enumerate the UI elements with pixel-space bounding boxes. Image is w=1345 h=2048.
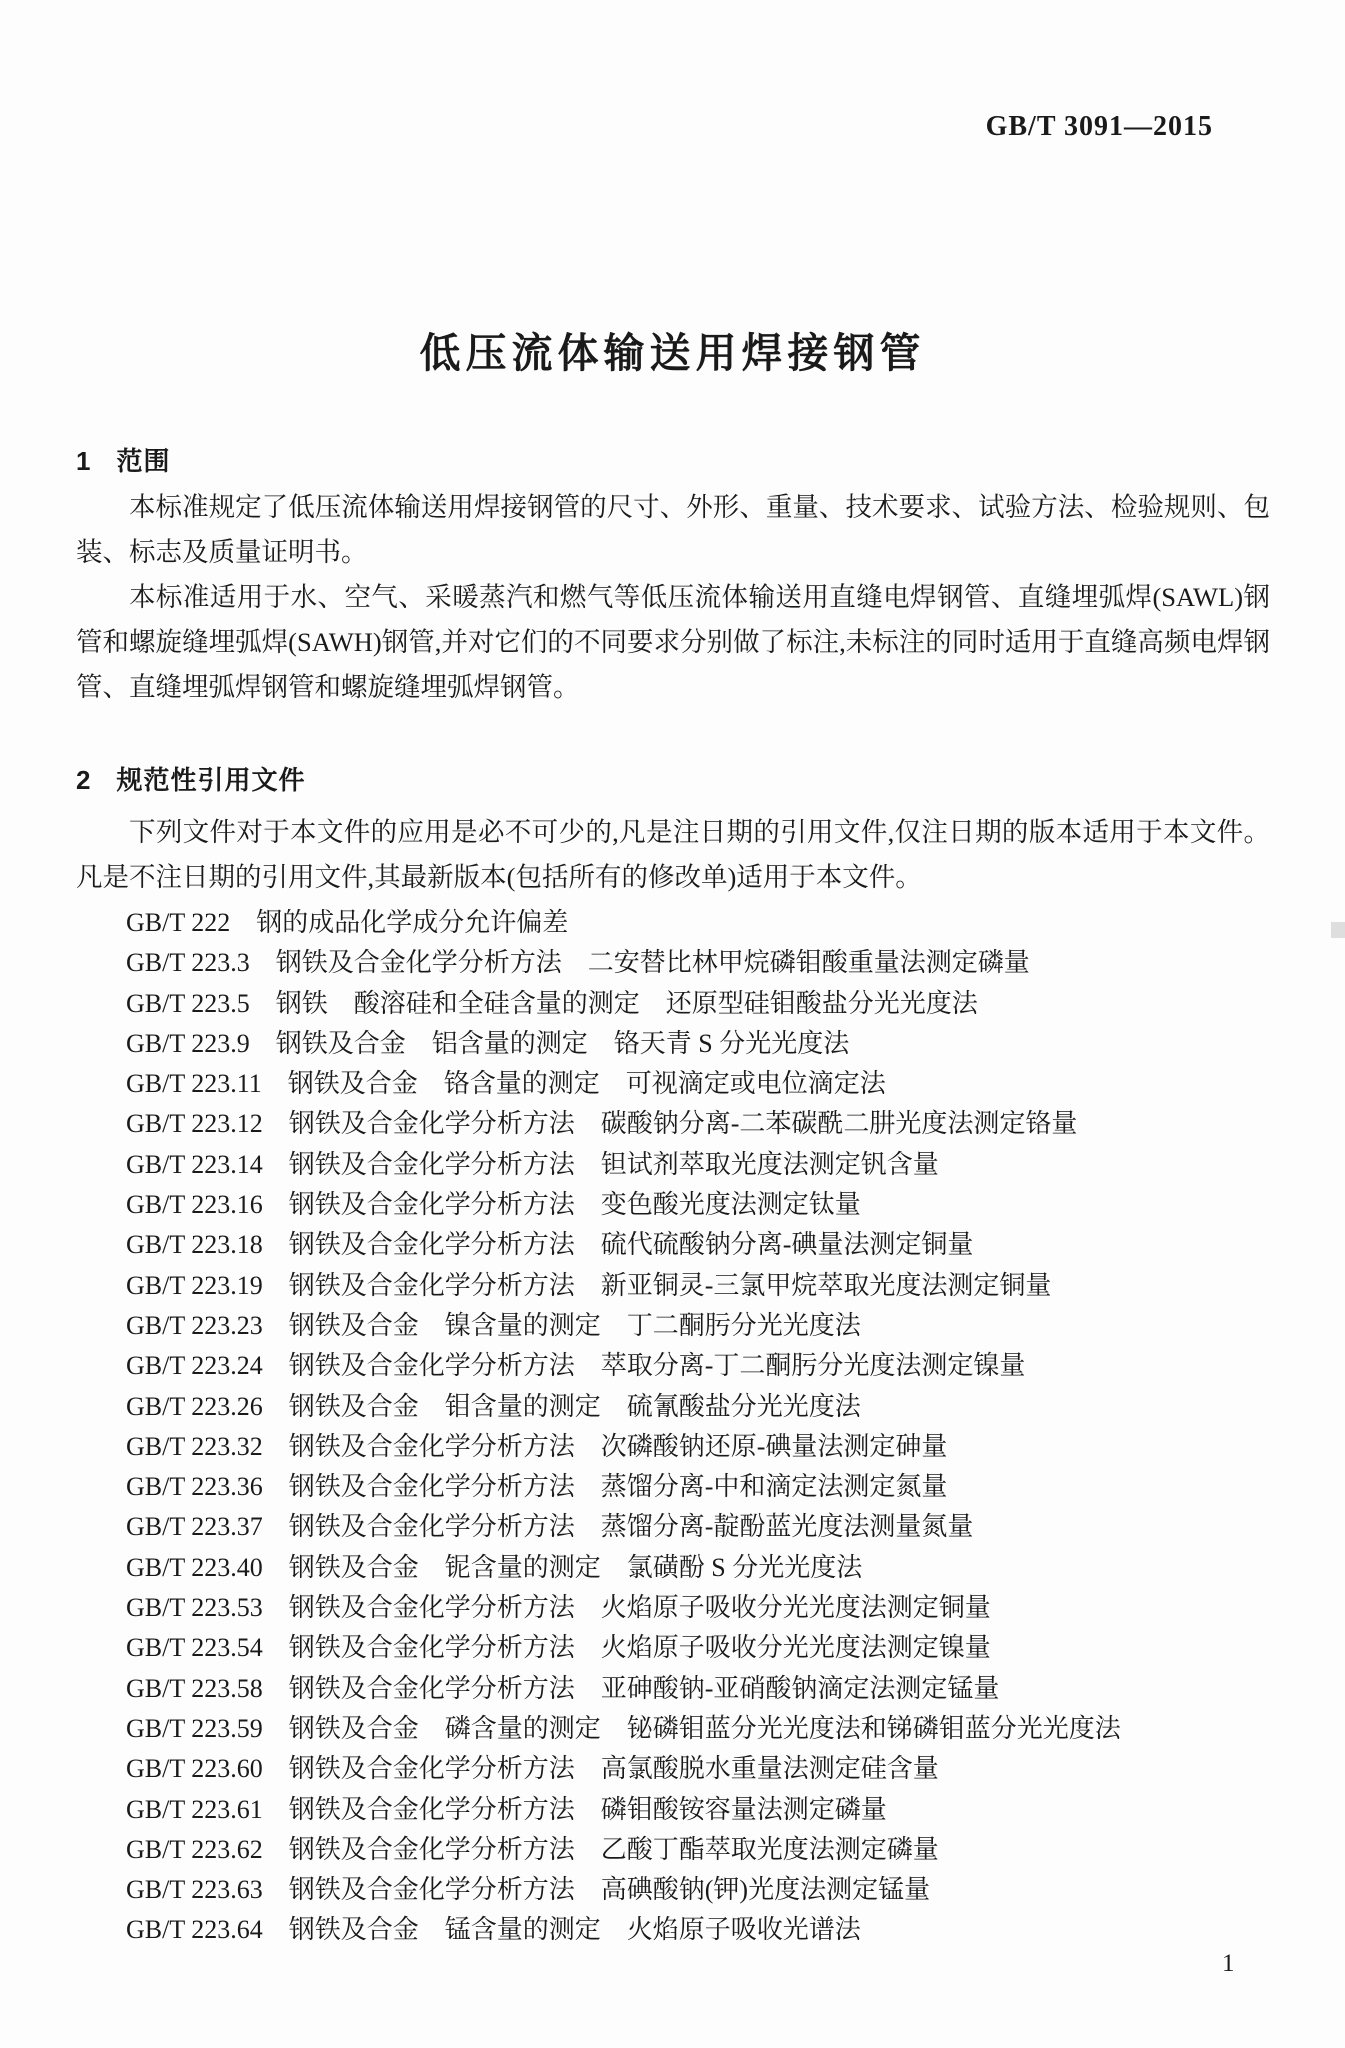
reference-code: GB/T 223.26: [126, 1391, 263, 1421]
reference-list: [126, 903, 1121, 1951]
reference-title: 钢铁及合金 铝含量的测定 铬天青 S 分光光度法: [275, 1028, 850, 1058]
reference-title: 钢铁及合金化学分析方法 蒸馏分离-中和滴定法测定氮量: [288, 1472, 948, 1502]
reference-item: [126, 1588, 1121, 1628]
reference-title: 钢铁及合金化学分析方法 硫代硫酸钠分离-碘量法测定铜量: [288, 1230, 974, 1260]
reference-code: GB/T 223.37: [126, 1512, 263, 1542]
scope-paragraph-2: 本标准适用于水、空气、采暖蒸汽和燃气等低压流体输送用直缝电焊钢管、直缝埋弧焊(SAWL)钢管和螺旋缝埋弧焊(SAWH)钢管,并对它们的不同要求分别做了标注,未标注的同时适用于直缝高频电焊钢管、直缝埋弧焊钢管和螺旋缝埋弧焊钢管。: [76, 582, 1270, 702]
reference-code: GB/T 223.60: [126, 1754, 263, 1784]
reference-title: 钢铁及合金化学分析方法 变色酸光度法测定钛量: [288, 1190, 861, 1220]
reference-item: [126, 1306, 1121, 1346]
references-intro-paragraph: 下列文件对于本文件的应用是必不可少的,凡是注日期的引用文件,仅注日期的版本适用于本文件。凡是不注日期的引用文件,其最新版本(包括所有的修改单)适用于本文件。: [76, 817, 1270, 892]
reference-item: [126, 1387, 1121, 1427]
reference-item: [126, 1427, 1121, 1467]
reference-title: 钢铁及合金 钼含量的测定 硫氰酸盐分光光度法: [288, 1391, 861, 1421]
section-2-heading: [76, 760, 305, 797]
doc-number: GB/T 3091—2015: [985, 111, 1213, 142]
reference-code: GB/T 223.9: [126, 1028, 250, 1058]
reference-item: [126, 984, 1121, 1024]
reference-title: 钢的成品化学成分允许偏差: [256, 908, 569, 937]
reference-title: 钢铁及合金化学分析方法 高氯酸脱水重量法测定硅含量: [288, 1754, 939, 1784]
reference-title: 钢铁及合金 磷含量的测定 铋磷钼蓝分光光度法和锑磷钼蓝分光光度法: [288, 1713, 1121, 1743]
reference-item: [126, 1104, 1121, 1144]
reference-title: 钢铁及合金化学分析方法 次磷酸钠还原-碘量法测定砷量: [288, 1431, 948, 1461]
reference-item: [126, 1870, 1121, 1910]
section-2-number: 2: [76, 764, 92, 795]
reference-item: [126, 1145, 1121, 1185]
section-1-heading: [76, 441, 170, 478]
section-2-title: 规范性引用文件: [116, 764, 306, 795]
reference-code: GB/T 223.18: [126, 1230, 263, 1260]
scope-paragraph-1: 本标准规定了低压流体输送用焊接钢管的尺寸、外形、重量、技术要求、试验方法、检验规则、包装、标志及质量证明书。: [76, 492, 1270, 567]
section-1-number: 1: [76, 445, 92, 476]
reference-item: [126, 1709, 1121, 1749]
reference-item: [126, 903, 1121, 943]
reference-code: GB/T 223.16: [126, 1190, 263, 1220]
reference-item: [126, 1830, 1121, 1870]
reference-code: GB/T 223.24: [126, 1351, 263, 1381]
reference-title: 钢铁及合金化学分析方法 新亚铜灵-三氯甲烷萃取光度法测定铜量: [288, 1270, 1052, 1300]
reference-item: [126, 1548, 1121, 1588]
reference-code: GB/T 223.36: [126, 1472, 263, 1502]
reference-code: GB/T 223.64: [126, 1915, 263, 1945]
reference-title: 钢铁及合金化学分析方法 磷钼酸铵容量法测定磷量: [288, 1794, 887, 1824]
reference-item: [126, 1346, 1121, 1386]
reference-item: [126, 1910, 1121, 1950]
reference-item: [126, 1467, 1121, 1507]
reference-code: GB/T 223.3: [126, 948, 250, 978]
reference-item: [126, 1790, 1121, 1830]
reference-code: GB/T 223.63: [126, 1875, 263, 1905]
reference-item: [126, 1628, 1121, 1668]
reference-item: [126, 1266, 1121, 1306]
reference-code: GB/T 223.23: [126, 1310, 263, 1340]
reference-code: GB/T 223.59: [126, 1713, 263, 1743]
reference-title: 钢铁及合金化学分析方法 高碘酸钠(钾)光度法测定锰量: [288, 1875, 931, 1905]
reference-code: GB/T 223.12: [126, 1109, 263, 1139]
reference-title: 钢铁及合金 锰含量的测定 火焰原子吸收光谱法: [288, 1915, 861, 1945]
reference-code: GB/T 223.11: [126, 1069, 262, 1099]
reference-code: GB/T 223.54: [126, 1633, 263, 1663]
reference-title: 钢铁及合金化学分析方法 乙酸丁酯萃取光度法测定磷量: [288, 1834, 939, 1864]
reference-code: GB/T 223.32: [126, 1431, 263, 1461]
reference-item: [126, 1669, 1121, 1709]
reference-item: [126, 1024, 1121, 1064]
section-1-title: 范围: [116, 445, 171, 476]
reference-title: 钢铁及合金化学分析方法 钽试剂萃取光度法测定钒含量: [288, 1149, 939, 1179]
reference-code: GB/T 223.58: [126, 1673, 263, 1703]
reference-item: [126, 1507, 1121, 1547]
reference-title: 钢铁及合金化学分析方法 二安替比林甲烷磷钼酸重量法测定磷量: [275, 948, 1030, 978]
reference-title: 钢铁及合金化学分析方法 火焰原子吸收分光光度法测定镍量: [288, 1633, 991, 1663]
reference-title: 钢铁及合金化学分析方法 火焰原子吸收分光光度法测定铜量: [288, 1593, 991, 1623]
reference-item: [126, 1185, 1121, 1225]
reference-code: GB/T 223.62: [126, 1834, 263, 1864]
reference-item: [126, 1225, 1121, 1265]
reference-code: GB/T 223.14: [126, 1149, 263, 1179]
reference-title: 钢铁及合金 铌含量的测定 氯磺酚 S 分光光度法: [288, 1552, 863, 1582]
page-number: 1: [1222, 1950, 1235, 1977]
reference-title: 钢铁及合金化学分析方法 亚砷酸钠-亚硝酸钠滴定法测定锰量: [288, 1673, 1000, 1703]
reference-code: GB/T 223.61: [126, 1794, 263, 1824]
reference-code: GB/T 223.40: [126, 1552, 263, 1582]
reference-item: [126, 1749, 1121, 1789]
reference-item: [126, 943, 1121, 983]
reference-code: GB/T 223.53: [126, 1593, 263, 1623]
reference-title: 钢铁及合金化学分析方法 蒸馏分离-靛酚蓝光度法测量氮量: [288, 1512, 974, 1542]
reference-title: 钢铁及合金化学分析方法 萃取分离-丁二酮肟分光度法测定镍量: [288, 1351, 1026, 1381]
reference-code: GB/T 223.5: [126, 988, 250, 1018]
scan-edge-artifact: [1331, 922, 1345, 938]
reference-title: 钢铁及合金 铬含量的测定 可视滴定或电位滴定法: [287, 1069, 886, 1099]
reference-title: 钢铁 酸溶硅和全硅含量的测定 还原型硅钼酸盐分光光度法: [275, 988, 978, 1018]
reference-code: GB/T 223.19: [126, 1270, 263, 1300]
doc-title: 低压流体输送用焊接钢管: [419, 330, 926, 377]
reference-title: 钢铁及合金 镍含量的测定 丁二酮肟分光光度法: [288, 1310, 861, 1340]
reference-title: 钢铁及合金化学分析方法 碳酸钠分离-二苯碳酰二肼光度法测定铬量: [288, 1109, 1078, 1139]
reference-code: GB/T 222: [126, 908, 231, 937]
reference-item: [126, 1064, 1121, 1104]
